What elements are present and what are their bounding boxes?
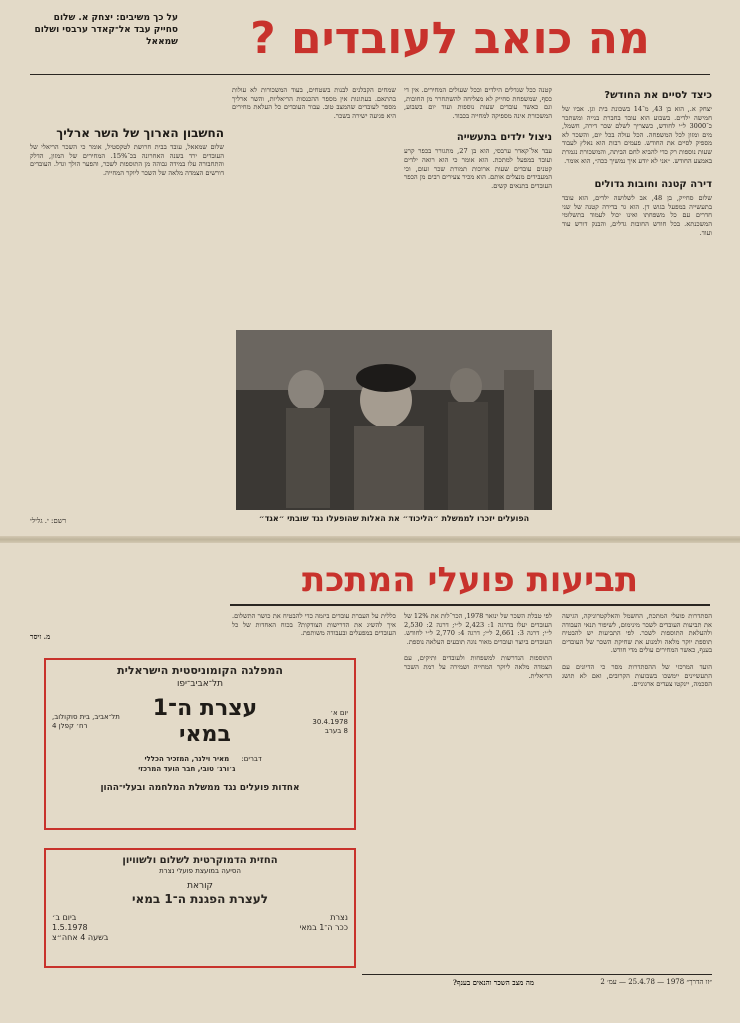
ad2-call: קוראת (187, 881, 213, 891)
news-photo-workers (236, 330, 552, 510)
article-text-left-2: שלום שמאאל, עובד בבית חרושת לטקסטיל, אומר כי השכר הריאלי של העובדים ירד בשנה האחרונה בכ־15%. המחירים של המזון, הדלק והתחבורה עלו במידה גבוהה מן התוספות לשכר, והפער הולך וגדל. העובדים דורשים הצמדה מלאה של השכר ליוקר המחייה. (30, 143, 224, 177)
metal-credit: מ. זיסר (30, 632, 51, 642)
ad2-square: ככר ה־1 במאי (299, 923, 348, 932)
ad1-city: תל־אביב־יפו (176, 679, 224, 689)
ad1-time: 8 בערב (324, 726, 348, 735)
article-text-middle-2: עבד אל־קאדר ערבסי, הוא בן 27, מתגורר בכפר קרע ועובד במפעל למתכת. הוא אומר כי הוא רואה ילדים קטנים עובדים שעות ארוכות תמורת שכר זעום, וכי המעבידים מנצלים אותם. הוא מכיר צעירים רבים מן הכפר העובדים בתנאים קשים. (404, 147, 552, 190)
article-text-middle-1: קטנה ככל שגדלים הילדים וככל שעולים המחירים. אין די כסף, שמשפחת סחייק לא מצליחה להשתחרר מן החובות, וגם כאשר עובדים שעות נוספות ועוד יום בשבוע, המשכורת אינה מספיקה למחייה בכבוד. (404, 86, 552, 120)
metal-text-right-2: הועד המרכזי של ההסתדרות מסר כי הדיונים עם התעשיינים יימשכו בשבועות הקרובים, ואם לא תושג הסכמה, יינקטו צעדים ארגוניים. (562, 662, 712, 689)
subheading-erlich-account: החשבון הארוך של השר ארליך (56, 126, 224, 140)
ad1-speaker1: מאיר וילנר, המזכיר הכללי (144, 755, 230, 763)
article-column-far-left (30, 86, 224, 532)
article-text-right-1: יצחק א., הוא בן 43, מ־14 בשכונת בית וגן. אביו של חמישה ילדים. בשבוע הוא עובד בחברת בנייה ומשתכר כ־3000 ל״י לחודש, כשצריך לשלם שכר דירה, חשמל, מים ומזון לכל המשפחה. הכל עולה בכל יום, והשכר לא מספיק לסיים את החודש. פעמים רבות הוא נאלץ לעבוד שעות נוספות רק כדי להביא לחם הביתה, והמשכורת נגמרת באמצע החודש. ״אני לא יודע איך נמשיך ככה״, הוא אומר. (562, 105, 712, 165)
main-headline: מה כואב לעובדים ? (250, 13, 650, 64)
metal-text-right-1: הסתדרות פועלי המתכת, החשמל והאלקטרוניקה, הגישה את תביעות העובדים לשכר מינימום, לשיפור תנאי העבודה ולהעלאת התוספות לשכר. לפי התביעות יש להבטיח תוספת יוקר מלאה ולמנוע את שחיקת השכר של העובדים בענף, כאשר המחירים עולים מדי חודש. (562, 612, 712, 655)
subheading-finish-month: כיצד לסיים את החודש? (604, 90, 712, 101)
ad1-day: יום א׳ (330, 708, 348, 717)
ad2-date: 1.5.1978 (52, 923, 88, 932)
footer-teaser: מה מצב השכר והנאים בענף? (452, 978, 534, 987)
photo-placeholder-image (236, 330, 552, 510)
photo-caption: הפועלים יזכרו לממשלת ״הליכוד״ את האלות שהופעלו נגד שובתי ״אגד״ (258, 514, 530, 523)
ad2-event: לעצרת הפגנת ה־1 במאי (131, 892, 269, 906)
article-credit-galili: רשם: י. גלילי (30, 517, 67, 526)
article-text-right-2: שלום סחייק, בן 48, אב לשלושה ילדים, הוא עובד בתעשייה במפעל בגוש דן. הוא גר בדירה קטנה של שני חדרים עם כל משפחתו ואינו יכול לעמוד בתשלומי המשכנתא. בכל חודש החובות גדלים, והבנק דורש עוד ועוד. (562, 194, 712, 237)
article-column-middle (404, 86, 552, 324)
ad2-place: נצרת (330, 913, 348, 922)
metal-column-right (562, 612, 712, 972)
subheading-small-apartment: דירה קטנה וחובות גדולים (594, 179, 712, 191)
metal-column-middle (404, 612, 552, 972)
subheading-child-labor: ניצול ילדים בתעשייה (456, 132, 552, 144)
ad1-date: 30.4.1978 (312, 717, 348, 726)
ad1-event: עצרת ה־1 במאי (152, 696, 258, 747)
ad-communist-rally (44, 658, 356, 830)
footer-rule (362, 974, 712, 975)
ad-democratic-front-rally (44, 848, 356, 968)
continued-text-left (30, 560, 224, 644)
top-rule (30, 74, 710, 75)
ad2-org: החזית הדמוקרטית לשלום ולשוויון (122, 855, 278, 866)
article-column-left (232, 86, 396, 324)
article-column-right (562, 86, 712, 532)
metal-text-middle-2: התוספות הנדרשות למשפחות ולעובדים ותיקים, עם הצמדה מלאה ליוקר המחייה ושמירה על רמת השכר הריאלית. (404, 654, 552, 680)
section2-headline: תביעות פועלי המתכת (301, 560, 639, 600)
ad2-time: בשעה 4 אחה״צ (52, 933, 109, 942)
headline-intro: על כך משיבים: יצחק א. שלום סחייק עבד אל־קאדר ערבסי ושלום שמאאל (34, 13, 178, 47)
page-fold (0, 536, 740, 543)
ad1-slogan: אחדות פועלים נגד ממשלת המלחמה ובעלי־ההון (100, 783, 300, 793)
ad1-speaker2: ג׳ורג׳ טובי, חבר הועד המרכזי (138, 765, 236, 773)
ad2-day: ביום ב׳ (52, 913, 77, 922)
ad2-support: הסיעה במועצת פועלי נצרת (159, 867, 241, 875)
ad1-org: המפלגה הקומוניסטית הישראלית (117, 664, 283, 677)
ad1-venue: תל־אביב, בית סוקולוב, רח׳ קפלן 4 (52, 713, 120, 730)
article-text-left-top: שמחים הקבלנים לבנות בשטחים, בעוד המשכורות לא עולות בהתאם. בעתונות אין מספר ההכנסות הריאליות, והשר ארליך מספר לעובדים שהמצב טוב. עבור העובדים כל העלאת מחירים היא פגיעה ישירה בשכר. (232, 86, 396, 120)
metal-text-left: כללית על העברת עובדים ביזמה כדי להבטיח את כושר התשלום. איך להשיג את הדרישות הצודקות? בכוח האחדות של כל העובדים במפעלים ובעבודה משותפת. (232, 612, 396, 638)
ad1-speakers-label: דברים: (241, 755, 262, 763)
footer-folio: ״זו הדרך״ 1978 — 25.4.78 — עמ׳ 2 (600, 978, 712, 986)
metal-text-middle-1: לפי טבלת השכר של ינואר 1978, הכר־לות את 12% של העובדים יעלו בדרגה 1: 2,423 ל״י; דרגה 2: 2,530 ל״י; דרגה 3: 2,661 ל״י; דרגה 4: 2,770 ל״י לחודש. העובדים ביוצר ועובדים מאור נוגה תובעים העלאה נוספת. (404, 612, 552, 646)
section2-rule (230, 604, 710, 606)
